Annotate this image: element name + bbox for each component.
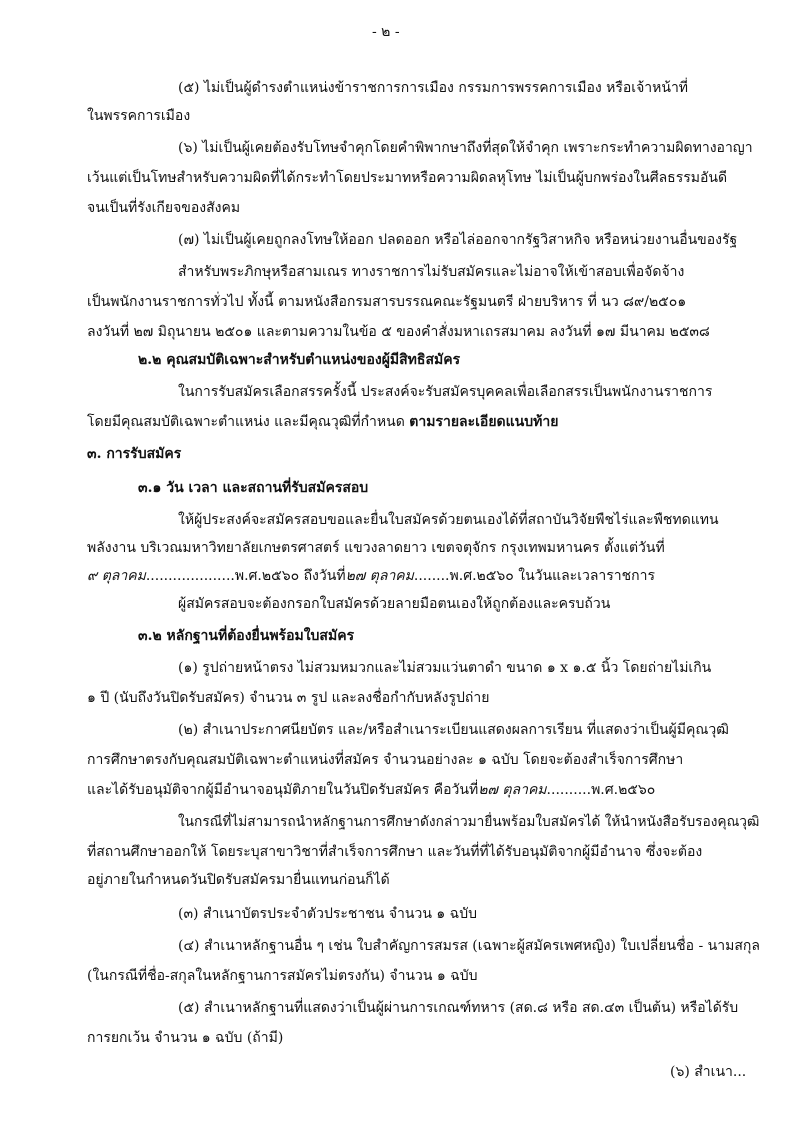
section-3-1-line-1: ให้ผู้ประสงค์จะสมัครสอบขอและยื่นใบสมัครด้วยตนเองได้ที่สถาบันวิจัยพืชไร่และพืชทดแทน <box>178 512 719 528</box>
clause-6-line-2: เว้นแต่เป็นโทษสำหรับความผิดที่ได้กระทำโดยประมาทหรือความผิดลหุโทษ ไม่เป็นผู้บกพร่องในศีลธรรมอันดี <box>87 170 728 186</box>
closing-date-text: และได้รับอนุมัติจากผู้มีอำนาจอนุมัติภายในวันปิดรับสมัคร คือวันที่ <box>87 782 479 798</box>
evidence-4-line-2: (ในกรณีที่ชื่อ-สกุลในหลักฐานการสมัครไม่ตรงกัน) จำนวน ๑ ฉบับ <box>87 968 478 984</box>
fill-dots: .......... <box>546 782 592 798</box>
evidence-5-line-1: (๕) สำเนาหลักฐานที่แสดงว่าเป็นผู้ผ่านการเกณฑ์ทหาร (สด.๘ หรือ สด.๔๓ เป็นต้น) หรือได้รับ <box>178 1000 739 1016</box>
monk-clause-line-1: สำหรับพระภิกษุหรือสามเณร ทางราชการไม่รับสมัครและไม่อาจให้เข้าสอบเพื่อจัดจ้าง <box>178 264 685 280</box>
evidence-5-line-2: การยกเว้น จำนวน ๑ ฉบับ (ถ้ามี) <box>87 1030 284 1046</box>
page-number: - ๒ - <box>372 24 400 40</box>
application-dates-line <box>87 566 655 586</box>
evidence-note-line-2: ที่สถานศึกษาออกให้ โดยระบุสาขาวิชาที่สำเร็จการศึกษา และวันที่ที่ได้รับอนุมัติจากผู้มีอำนาจ ซึ่งจะต้อง <box>87 844 703 860</box>
section-3-heading: ๓. การรับสมัคร <box>87 446 182 462</box>
date-text-2: พ.ศ.๒๕๖๐ ในวันและเวลาราชการ <box>449 568 656 584</box>
attachment-reference: ตามรายละเอียดแนบท้าย <box>409 414 559 430</box>
section-2-2-heading: ๒.๒ คุณสมบัติเฉพาะสำหรับตำแหน่งของผู้มีสิทธิสมัคร <box>138 352 461 368</box>
start-date-handwritten: ๙ ตุลาคม <box>87 568 146 584</box>
clause-5-line-2: ในพรรคการเมือง <box>87 108 191 124</box>
evidence-1-line-1: (๑) รูปถ่ายหน้าตรง ไม่สวมหมวกและไม่สวมแว่นตาดำ ขนาด ๑ x ๑.๕ นิ้ว โดยถ่ายไม่เกิน <box>178 660 712 676</box>
section-3-2-heading: ๓.๒ หลักฐานที่ต้องยื่นพร้อมใบสมัคร <box>138 628 355 644</box>
clause-7-line: (๗) ไม่เป็นผู้เคยถูกลงโทษให้ออก ปลดออก หรือไล่ออกจากรัฐวิสาหกิจ หรือหน่วยงานอื่นของรัฐ <box>178 232 738 248</box>
fill-dots: .................... <box>145 568 235 584</box>
clause-6-line-3: จนเป็นที่รังเกียจของสังคม <box>87 200 241 216</box>
section-3-1-line-4: ผู้สมัครสอบจะต้องกรอกใบสมัครด้วยลายมือตนเองให้ถูกต้องและครบถ้วน <box>178 596 611 612</box>
evidence-2-line-1: (๒) สำเนาประกาศนียบัตร และ/หรือสำเนาระเบียนแสดงผลการเรียน ที่แสดงว่าเป็นผู้มีคุณวุฒิ <box>178 722 729 738</box>
monk-clause-line-2: เป็นพนักงานราชการทั่วไป ทั้งนี้ ตามหนังสือกรมสารบรรณคณะรัฐมนตรี ฝ่ายบริหาร ที่ นว ๘๙/๒๕๐๑ <box>87 294 687 310</box>
section-3-1-heading: ๓.๑ วัน เวลา และสถานที่รับสมัครสอบ <box>138 480 369 496</box>
evidence-1-line-2: ๑ ปี (นับถึงวันปิดรับสมัคร) จำนวน ๓ รูป และลงชื่อกำกับหลังรูปถ่าย <box>87 690 490 706</box>
date-text-1: พ.ศ.๒๕๖๐ ถึงวันที่ <box>234 568 346 584</box>
closing-date-handwritten: ๒๗ ตุลาคม <box>478 782 547 798</box>
evidence-note-line-1: ในกรณีที่ไม่สามารถนำหลักฐานการศึกษาดังกล่าวมายื่นพร้อมใบสมัครได้ ให้นำหนังสือรับรองคุณวุฒิ <box>178 814 760 830</box>
evidence-note-line-3: อยู่ภายในกำหนดวันปิดรับสมัครมายื่นแทนก่อนก็ได้ <box>87 872 390 888</box>
clause-5-line-1: (๕) ไม่เป็นผู้ดำรงตำแหน่งข้าราชการการเมือง กรรมการพรรคการเมือง หรือเจ้าหน้าที่ <box>178 80 689 96</box>
section-2-2-line-1: ในการรับสมัครเลือกสรรครั้งนี้ ประสงค์จะรับสมัครบุคคลเพื่อเลือกสรรเป็นพนักงานราชการ <box>178 384 713 400</box>
section-2-2-text: โดยมีคุณสมบัติเฉพาะตำแหน่ง และมีคุณวุฒิที่กำหนด <box>87 414 410 430</box>
section-2-2-line-2 <box>87 412 558 432</box>
evidence-2-line-2: การศึกษาตรงกับคุณสมบัติเฉพาะตำแหน่งที่สมัคร จำนวนอย่างละ ๑ ฉบับ โดยจะต้องสำเร็จการศึกษา <box>87 752 684 768</box>
section-3-1-line-2: พลังงาน บริเวณมหาวิทยาลัยเกษตรศาสตร์ แขวงลาดยาว เขตจตุจักร กรุงเทพมหานคร ตั้งแต่วันที่ <box>87 540 665 556</box>
evidence-4-line-1: (๔) สำเนาหลักฐานอื่น ๆ เช่น ใบสำคัญการสมรส (เฉพาะผู้สมัครเพศหญิง) ใบเปลี่ยนชื่อ - นามสกุล <box>178 938 760 954</box>
fill-dots: ........ <box>413 568 450 584</box>
evidence-2-line-3 <box>87 780 655 800</box>
end-date-handwritten: ๒๗ ตุลาคม <box>345 568 414 584</box>
monk-clause-line-3: ลงวันที่ ๒๗ มิถุนายน ๒๕๐๑ และตามความในข้อ ๕ ของคำสั่งมหาเถรสมาคม ลงวันที่ ๑๗ มีนาคม ๒๕๓๘ <box>87 324 710 340</box>
evidence-3-line: (๓) สำเนาบัตรประจำตัวประชาชน จำนวน ๑ ฉบับ <box>178 906 477 922</box>
closing-year-text: พ.ศ.๒๕๖๐ <box>591 782 656 798</box>
clause-6-line-1: (๖) ไม่เป็นผู้เคยต้องรับโทษจำคุกโดยคำพิพากษาถึงที่สุดให้จำคุก เพราะกระทำความผิดทางอาญา <box>178 140 753 156</box>
continuation-marker: (๖) สำเนา... <box>670 1064 747 1080</box>
